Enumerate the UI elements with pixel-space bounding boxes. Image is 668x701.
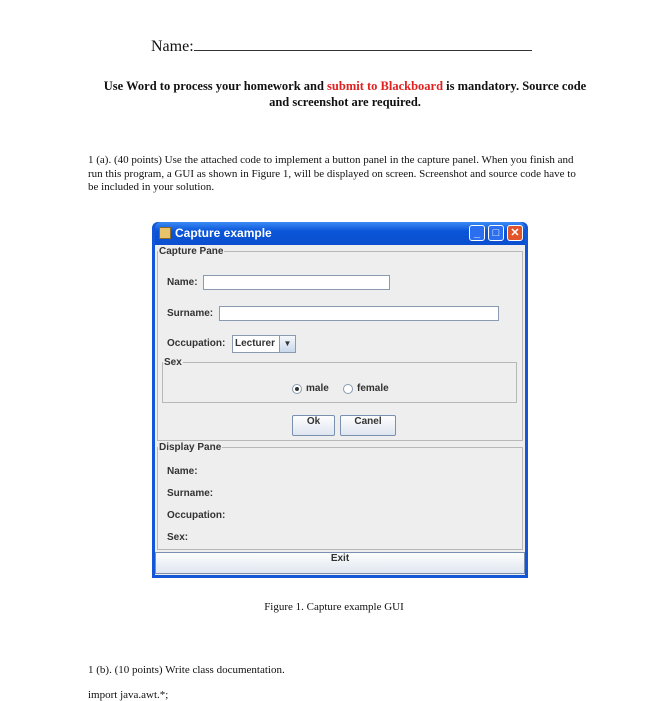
female-radio[interactable] <box>343 384 353 394</box>
display-occupation-label: Occupation: <box>167 510 226 521</box>
name-underline <box>194 36 532 51</box>
display-pane-legend: Display Pane <box>159 442 222 453</box>
question-a: 1 (a). (40 points) Use the attached code to implement a button panel in the capture panel. When you finish and run this program, a GUI as shown in Figure 1, will be displayed on screen. Screenshot and source code have to be included in your solution. <box>88 154 576 193</box>
female-label[interactable]: female <box>357 383 389 394</box>
cancel-button[interactable]: Canel <box>340 415 396 436</box>
display-sex-label: Sex: <box>167 532 189 543</box>
instructions-text-2: is mandatory. Source code and screenshot are required. <box>269 79 587 109</box>
maximize-icon[interactable]: □ <box>488 225 504 241</box>
code-start: import java.awt.*; <box>88 689 169 701</box>
male-radio[interactable] <box>292 384 302 394</box>
sex-group <box>162 357 517 403</box>
name-label: Name: <box>167 277 198 288</box>
occupation-value: Lecturer <box>235 338 276 349</box>
male-label[interactable]: male <box>306 383 329 394</box>
title-bar[interactable] <box>155 222 525 245</box>
window-content <box>155 245 525 575</box>
surname-label: Surname: <box>167 308 214 319</box>
instructions-highlight: submit to Blackboard <box>327 79 444 93</box>
ok-button[interactable]: Ok <box>292 415 335 436</box>
display-name-label: Name: <box>167 466 198 477</box>
capture-pane <box>157 246 523 441</box>
minimize-icon[interactable]: _ <box>469 225 485 241</box>
display-pane <box>157 442 523 550</box>
close-icon[interactable]: ✕ <box>507 225 523 241</box>
instructions-text-1: Use Word to process your homework and <box>103 79 328 93</box>
occupation-label: Occupation: <box>167 338 226 349</box>
display-surname-label: Surname: <box>167 488 214 499</box>
surname-input[interactable] <box>219 306 499 321</box>
sex-legend: Sex <box>164 357 182 368</box>
question-b: 1 (b). (10 points) Write class documentation. <box>88 664 285 676</box>
figure-caption: Figure 1. Capture example GUI <box>264 601 404 613</box>
exit-button[interactable]: Exit <box>155 552 525 574</box>
capture-example-window <box>152 222 528 578</box>
name-field-line <box>151 36 532 56</box>
java-app-icon <box>159 227 171 239</box>
occupation-select[interactable] <box>232 335 296 353</box>
instructions <box>95 78 595 110</box>
name-label: Name: <box>151 38 194 55</box>
chevron-down-icon[interactable]: ▼ <box>279 336 295 352</box>
name-input[interactable] <box>203 275 390 290</box>
capture-pane-legend: Capture Pane <box>159 246 224 257</box>
window-title: Capture example <box>175 226 272 240</box>
